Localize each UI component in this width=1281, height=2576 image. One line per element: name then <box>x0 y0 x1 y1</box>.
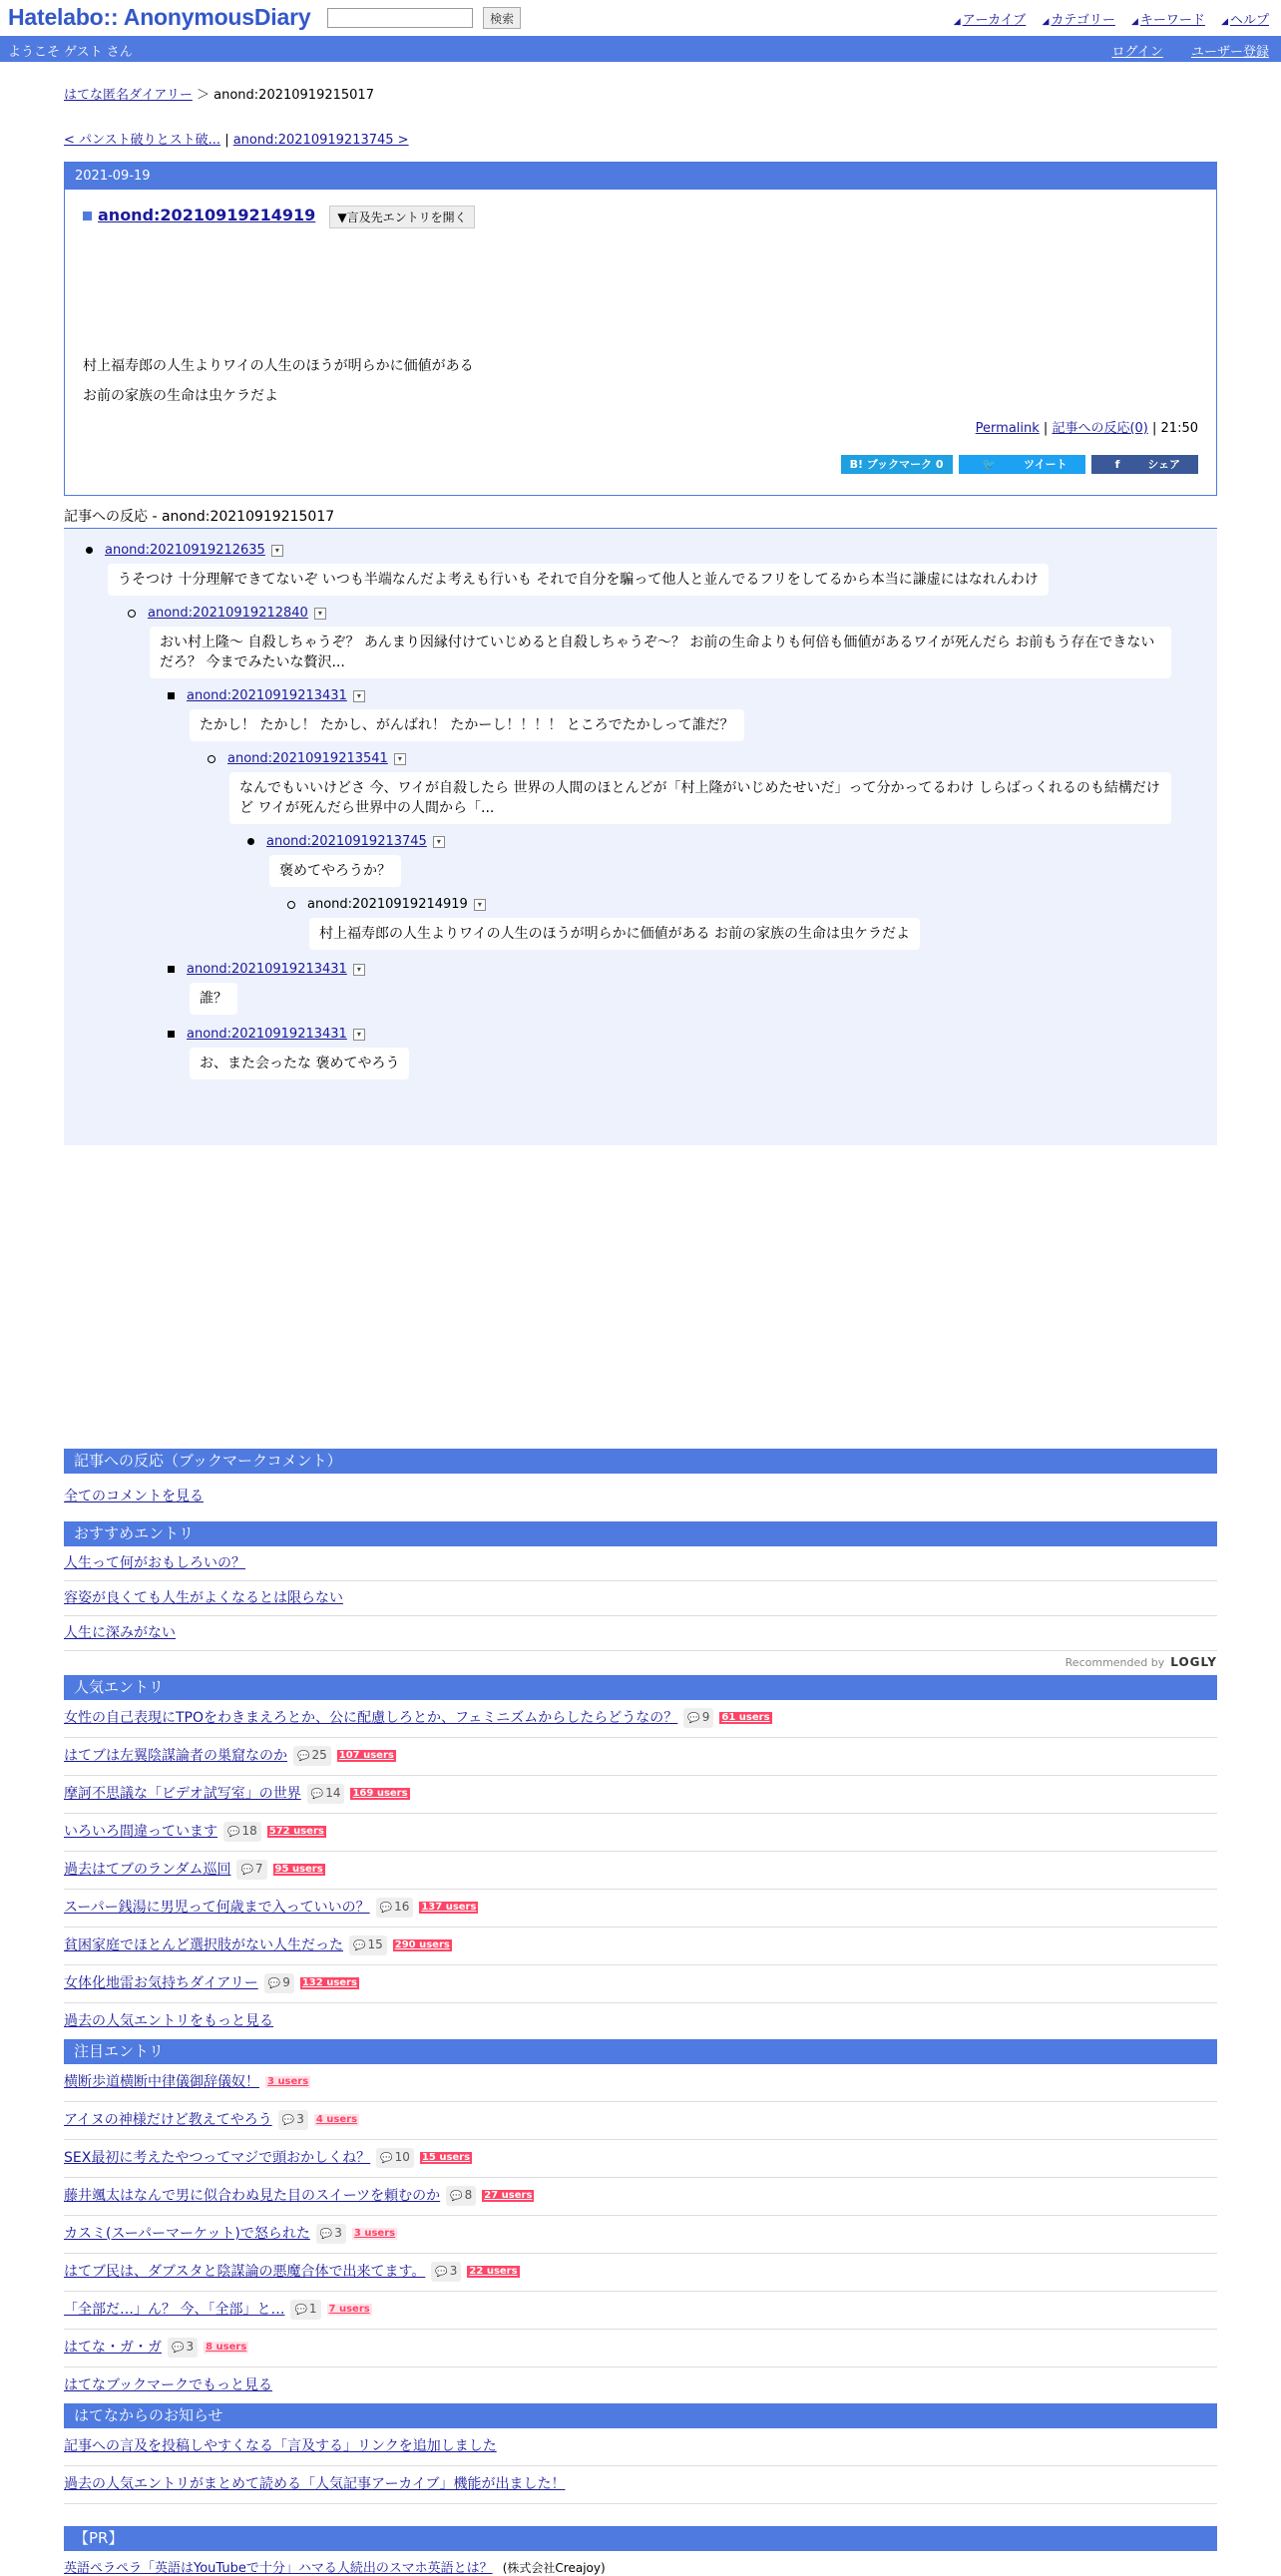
entry-link[interactable]: はてブ民は、ダブスタと陰謀論の悪魔合体で出来てます。 <box>64 2264 426 2280</box>
comment-count-value: 7 <box>254 1862 263 1876</box>
nav-help[interactable]: ヘルプ <box>1229 13 1269 28</box>
list-item <box>64 1776 1217 1814</box>
login-link[interactable]: ログイン <box>1111 45 1163 60</box>
reaction-link[interactable]: anond:20210919212840 <box>148 606 308 621</box>
breadcrumb-separator: ＞ <box>196 88 210 103</box>
featured-list <box>64 2064 1217 2367</box>
search-input[interactable] <box>327 8 473 28</box>
comment-count[interactable] <box>316 2224 346 2244</box>
chevron-down-icon[interactable]: ▾ <box>394 753 406 765</box>
facebook-icon: f <box>1114 458 1120 471</box>
list-item <box>64 1852 1217 1890</box>
reaction-link[interactable]: anond:20210919213431 <box>187 1027 347 1042</box>
list-item <box>64 1890 1217 1928</box>
recommended-link[interactable]: 人生に深みがない <box>64 1625 176 1641</box>
bookmark-users-badge[interactable]: 95 users <box>274 1864 323 1875</box>
comment-count[interactable] <box>683 1708 713 1728</box>
entry-link[interactable]: アイヌの神様だけど教えてやろう <box>64 2112 272 2128</box>
comment-count-value: 1 <box>308 2302 317 2316</box>
comment-count-value: 3 <box>296 2112 304 2126</box>
bullet-icon <box>128 610 136 618</box>
comment-count[interactable] <box>236 1860 266 1880</box>
entry-title-link[interactable]: anond:20210919214919 <box>98 206 316 224</box>
prev-entry-link[interactable]: < パンスト破りとスト破... <box>64 133 221 148</box>
entry-link[interactable]: 女性の自己表現にTPOをわきまえろとか、公に配慮しろとか、フェミニズムからしたらどうなの？ <box>64 1710 678 1726</box>
news-link[interactable]: 記事への言及を投稿しやすくなる「言及する」リンクを追加しました <box>64 2438 497 2454</box>
reaction-link[interactable]: anond:20210919213431 <box>187 688 347 703</box>
entry-link[interactable]: SEX最初に考えたやつってマジで頭おかしくね？ <box>64 2150 371 2166</box>
recommended-list <box>64 1546 1217 1651</box>
comment-count-value: 16 <box>394 1900 410 1914</box>
reaction-node <box>86 543 1217 596</box>
reactions-link[interactable]: 記事への反応(0) <box>1052 421 1148 436</box>
reaction-text: うそつけ 十分理解できてないぞ いつも半端なんだよ考えも行いも それで自分を騙って他人と並んでるフリをしてるから本当に謙虚にはなれんわけ <box>108 564 1049 596</box>
triangle-icon: ◢ <box>1221 17 1228 27</box>
permalink[interactable]: Permalink <box>975 421 1040 436</box>
comment-count-value: 9 <box>282 1975 290 1989</box>
comment-bubble-icon: 💬 <box>227 1827 240 1838</box>
reaction-text: 褒めてやろうか？ <box>269 855 401 887</box>
list-item <box>64 2428 1217 2466</box>
bookmark-users-badge[interactable]: 22 users <box>469 2266 518 2277</box>
pr-sponsor: (株式会社Creajoy) <box>502 2561 606 2575</box>
main-content <box>64 84 1217 2576</box>
nav-category[interactable]: カテゴリー <box>1051 13 1115 28</box>
reaction-text: おい村上隆〜 自殺しちゃうぞ？ あんまり因縁付けていじめると自殺しちゃうぞ〜？ お前の生命よりも何倍も価値があるワイが死んだら お前もう存在できないだろ？ 今までみたいな贅沢... <box>150 627 1171 678</box>
reaction-node <box>168 962 1217 1015</box>
entry-link[interactable]: はてな・ガ・ガ <box>64 2340 162 2356</box>
comment-count[interactable] <box>376 1898 414 1918</box>
recommended-link[interactable]: 容姿が良くても人生がよくなるとは限らない <box>64 1590 343 1606</box>
comment-count[interactable] <box>307 1784 345 1804</box>
reaction-node <box>247 834 1217 887</box>
featured-more-link[interactable]: はてなブックマークでもっと見る <box>64 2377 273 2393</box>
comment-count[interactable] <box>349 1935 387 1955</box>
comment-bubble-icon: 💬 <box>435 2267 448 2278</box>
bookmark-users-badge[interactable]: 132 users <box>301 1977 357 1988</box>
bookmark-users-badge[interactable]: 7 users <box>328 2304 370 2315</box>
square-icon <box>83 212 92 220</box>
list-item <box>64 2292 1217 2330</box>
register-link[interactable]: ユーザー登録 <box>1190 45 1269 60</box>
search-button[interactable]: 検索 <box>483 7 521 29</box>
comment-bubble-icon: 💬 <box>450 2191 463 2202</box>
list-item <box>64 1581 1217 1616</box>
entry-time: 21:50 <box>1160 421 1198 436</box>
comment-bubble-icon: 💬 <box>687 1713 700 1724</box>
list-item <box>64 2064 1217 2102</box>
featured-heading: 注目エントリ <box>64 2039 1217 2064</box>
triangle-icon: ◢ <box>1130 17 1138 27</box>
reaction-node <box>168 1027 1217 1079</box>
entry-link[interactable]: 女体化地雷お気持ちダイアリー <box>64 1975 258 1991</box>
comment-count[interactable] <box>376 2148 414 2168</box>
bullet-icon <box>168 1031 175 1038</box>
reaction-link[interactable]: anond:20210919213431 <box>187 962 347 977</box>
nav-archive[interactable]: アーカイブ <box>962 13 1027 28</box>
news-link[interactable]: 過去の人気エントリがまとめて読める「人気記事アーカイブ」機能が出ました！ <box>64 2476 566 2492</box>
comment-count-value: 15 <box>367 1937 383 1951</box>
bullet-icon <box>168 966 175 973</box>
reaction-link[interactable]: anond:20210919212635 <box>105 543 265 558</box>
all-comments-link[interactable]: 全てのコメントを見る <box>64 1489 204 1504</box>
list-item <box>64 1700 1217 1738</box>
reactions-heading: 記事への反応 - anond:20210919215017 <box>64 506 1217 529</box>
breadcrumb-current: anond:20210919215017 <box>214 88 374 103</box>
bullet-icon <box>287 901 295 909</box>
list-item <box>64 1814 1217 1852</box>
reaction-text: 誰？ <box>190 983 237 1015</box>
open-referenced-entry-button[interactable]: ▼言及先エントリを開く <box>329 206 474 228</box>
triangle-icon: ◢ <box>953 17 961 27</box>
nav-keyword[interactable]: キーワード <box>1139 13 1205 28</box>
bookmark-comments-heading: 記事への反応（ブックマークコメント） <box>64 1449 1217 1474</box>
reaction-node <box>208 751 1217 824</box>
hatena-bookmark-button[interactable]: B! ブックマーク 0 <box>841 455 953 474</box>
entry-link[interactable]: 横断歩道横断中律儀御辞儀奴！ <box>64 2074 259 2090</box>
pr-heading: 【PR】 <box>64 2526 1217 2551</box>
comment-bubble-icon: 💬 <box>319 2229 333 2240</box>
tweet-button[interactable] <box>959 455 1085 474</box>
bookmark-users-badge[interactable]: 4 users <box>315 2114 358 2125</box>
reaction-text: 村上福寿郎の人生よりワイの人生のほうが明らかに価値がある お前の家族の生命は虫ケラだよ <box>309 918 920 950</box>
list-item <box>64 1616 1217 1651</box>
comment-count[interactable] <box>223 1822 261 1842</box>
bookmark-users-badge[interactable]: 3 users <box>267 2076 309 2087</box>
entry-link[interactable]: カスミ(スーパーマーケット)で怒られた <box>64 2226 310 2242</box>
entry-pager <box>64 129 1217 148</box>
recommended-link[interactable]: 人生って何がおもしろいの？ <box>64 1555 245 1571</box>
reaction-link[interactable]: anond:20210919213745 <box>266 834 427 849</box>
comment-bubble-icon: 💬 <box>294 2305 307 2316</box>
comment-count-value: 25 <box>311 1748 327 1762</box>
triangle-icon: ◢ <box>1042 17 1050 27</box>
bookmark-users-badge[interactable]: 15 users <box>421 2152 471 2163</box>
entry-link[interactable]: 藤井颯太はなんで男に似合わぬ見た目のスイーツを頼むのか <box>64 2188 441 2204</box>
share-label: シェア <box>1147 458 1180 471</box>
logly-logo[interactable]: LOGLY <box>1170 1655 1217 1669</box>
entry-footer: Permalink | 記事への反応(0) | 21:50 <box>975 421 1198 436</box>
comment-count[interactable] <box>446 2186 476 2206</box>
chevron-down-icon[interactable]: ▾ <box>271 545 283 557</box>
comment-count-value: 3 <box>449 2264 458 2278</box>
bookmark-users-badge[interactable]: 3 users <box>353 2228 396 2239</box>
reaction-id: anond:20210919214919 <box>307 897 468 912</box>
comment-bubble-icon: 💬 <box>281 2115 295 2126</box>
bookmark-users-badge[interactable]: 107 users <box>338 1750 394 1761</box>
bullet-icon <box>168 692 175 699</box>
comment-count[interactable] <box>431 2262 461 2282</box>
entry-body <box>83 351 474 411</box>
comment-bubble-icon: 💬 <box>380 2153 393 2164</box>
popular-heading: 人気エントリ <box>64 1675 1217 1700</box>
all-comments-row <box>64 1486 1217 1505</box>
list-item <box>64 1546 1217 1581</box>
comment-bubble-icon: 💬 <box>267 1978 281 1989</box>
entry-link[interactable]: いろいろ間違っています <box>64 1824 217 1840</box>
reaction-node <box>128 606 1217 678</box>
list-item <box>64 2330 1217 2367</box>
news-list <box>64 2428 1217 2504</box>
list-item <box>64 1738 1217 1776</box>
tweet-label: ツイート <box>1024 458 1068 471</box>
chevron-down-icon[interactable]: ▾ <box>353 1029 365 1041</box>
comment-count-value: 3 <box>334 2226 342 2240</box>
entry-link[interactable]: はてブは左翼陰謀論者の巣窟なのか <box>64 1748 287 1764</box>
reaction-link[interactable]: anond:20210919213541 <box>227 751 388 766</box>
comment-bubble-icon: 💬 <box>297 1751 310 1762</box>
comment-count[interactable] <box>264 1973 294 1993</box>
search-form <box>327 7 521 29</box>
comment-bubble-icon: 💬 <box>310 1789 324 1800</box>
list-item <box>64 2216 1217 2254</box>
popular-more-link[interactable]: 過去の人気エントリをもっと見る <box>64 2013 273 2029</box>
reaction-text: たかし！ たかし！ たかし、がんばれ！ たかーし！！！！ ところでたかしって誰だ？ <box>190 709 744 741</box>
pr-link[interactable]: 英語ペラペラ「英語はYouTubeで十分」ハマる人続出のスマホ英語とは？ <box>64 2561 493 2576</box>
pager-separator: | <box>224 133 229 148</box>
entry-link[interactable]: 「全部だ…」ん？ 今、「全部」と… <box>64 2302 285 2318</box>
site-header <box>0 0 1281 36</box>
comment-count[interactable] <box>290 2300 320 2320</box>
comment-count[interactable] <box>293 1746 331 1766</box>
bookmark-users-badge[interactable]: 290 users <box>394 1939 450 1950</box>
entry-link[interactable]: 摩訶不思議な「ビデオ試写室」の世界 <box>64 1786 301 1802</box>
ad-space <box>64 1145 1217 1437</box>
entry-link[interactable]: スーパー銭湯に男児って何歳まで入っていいの？ <box>64 1900 370 1916</box>
popular-more-row <box>64 2003 1217 2039</box>
comment-bubble-icon: 💬 <box>172 2343 185 2354</box>
list-item <box>64 2140 1217 2178</box>
list-item <box>64 2178 1217 2216</box>
comment-count-value: 10 <box>394 2150 410 2164</box>
share-buttons <box>835 455 1198 474</box>
bookmark-users-badge[interactable]: 169 users <box>352 1788 408 1799</box>
bookmark-users-badge[interactable]: 572 users <box>268 1826 324 1837</box>
recommended-heading: おすすめエントリ <box>64 1521 1217 1546</box>
next-entry-link[interactable]: anond:20210919213745 > <box>232 133 409 148</box>
comment-count-value: 14 <box>325 1786 341 1800</box>
bookmark-users-badge[interactable]: 27 users <box>484 2190 533 2201</box>
site-logo[interactable]: Hatelabo:: AnonymousDiary <box>8 4 311 30</box>
chevron-down-icon[interactable]: ▾ <box>353 690 365 702</box>
top-nav <box>942 9 1269 28</box>
list-item <box>64 1965 1217 2003</box>
reaction-node <box>287 897 1217 950</box>
entry-line: お前の家族の生命は虫ケラだよ <box>83 388 278 404</box>
bookmark-users-badge[interactable]: 8 users <box>206 2342 247 2353</box>
reaction-text: なんでもいいけどさ 今、ワイが自殺したら 世界の人間のほとんどが「村上隆がいじめたせいだ」って分かってるわけ しらばっくれるのも結構だけど ワイが死んだら世界中の人間から「... <box>229 772 1171 824</box>
chevron-down-icon[interactable]: ▾ <box>474 899 486 911</box>
comment-count-value: 18 <box>241 1824 257 1838</box>
comment-bubble-icon: 💬 <box>379 1903 393 1914</box>
reaction-text: お、また会ったな 褒めてやろう <box>190 1048 409 1079</box>
comment-bubble-icon: 💬 <box>353 1940 366 1951</box>
pr-row <box>64 2557 1217 2576</box>
welcome-text: ようこそ ゲスト さん <box>8 45 133 60</box>
chevron-down-icon[interactable]: ▾ <box>353 964 365 976</box>
bookmark-users-badge[interactable]: 61 users <box>721 1712 770 1723</box>
bullet-icon <box>86 547 93 554</box>
welcome-bar <box>0 36 1281 62</box>
recommended-by <box>64 1655 1217 1669</box>
entry-line: 村上福寿郎の人生よりワイの人生のほうが明らかに価値がある <box>83 358 474 374</box>
breadcrumb-home[interactable]: はてな匿名ダイアリー <box>64 88 193 103</box>
recommended-by-label: Recommended by <box>1065 1656 1165 1669</box>
chevron-down-icon[interactable]: ▾ <box>314 608 326 620</box>
reaction-tree <box>64 529 1217 1145</box>
news-heading: はてなからのお知らせ <box>64 2403 1217 2428</box>
comment-count[interactable] <box>168 2338 198 2358</box>
bullet-icon <box>247 838 254 845</box>
list-item <box>64 2466 1217 2504</box>
entry-link[interactable]: 過去はてブのランダム巡回 <box>64 1862 231 1878</box>
comment-bubble-icon: 💬 <box>240 1865 253 1876</box>
list-item <box>64 2254 1217 2292</box>
facebook-share-button[interactable] <box>1091 455 1198 474</box>
entry-link[interactable]: 貧困家庭でほとんど選択肢がない人生だった <box>64 1937 343 1953</box>
comment-count-value: 8 <box>464 2188 473 2202</box>
bullet-icon <box>208 755 215 763</box>
chevron-down-icon[interactable]: ▾ <box>433 836 445 848</box>
day-date: 2021-09-19 <box>65 163 1216 190</box>
comment-count[interactable] <box>278 2110 308 2130</box>
featured-more-row <box>64 2367 1217 2403</box>
comment-count-value: 9 <box>701 1710 710 1724</box>
bookmark-users-badge[interactable]: 137 users <box>421 1902 477 1913</box>
popular-list <box>64 1700 1217 2003</box>
comment-count-value: 3 <box>186 2340 195 2354</box>
day-box <box>64 162 1217 496</box>
list-item <box>64 2102 1217 2140</box>
twitter-icon: 🐦 <box>982 458 997 471</box>
reaction-node <box>168 688 1217 741</box>
list-item <box>64 1928 1217 1965</box>
breadcrumb <box>64 84 1217 103</box>
